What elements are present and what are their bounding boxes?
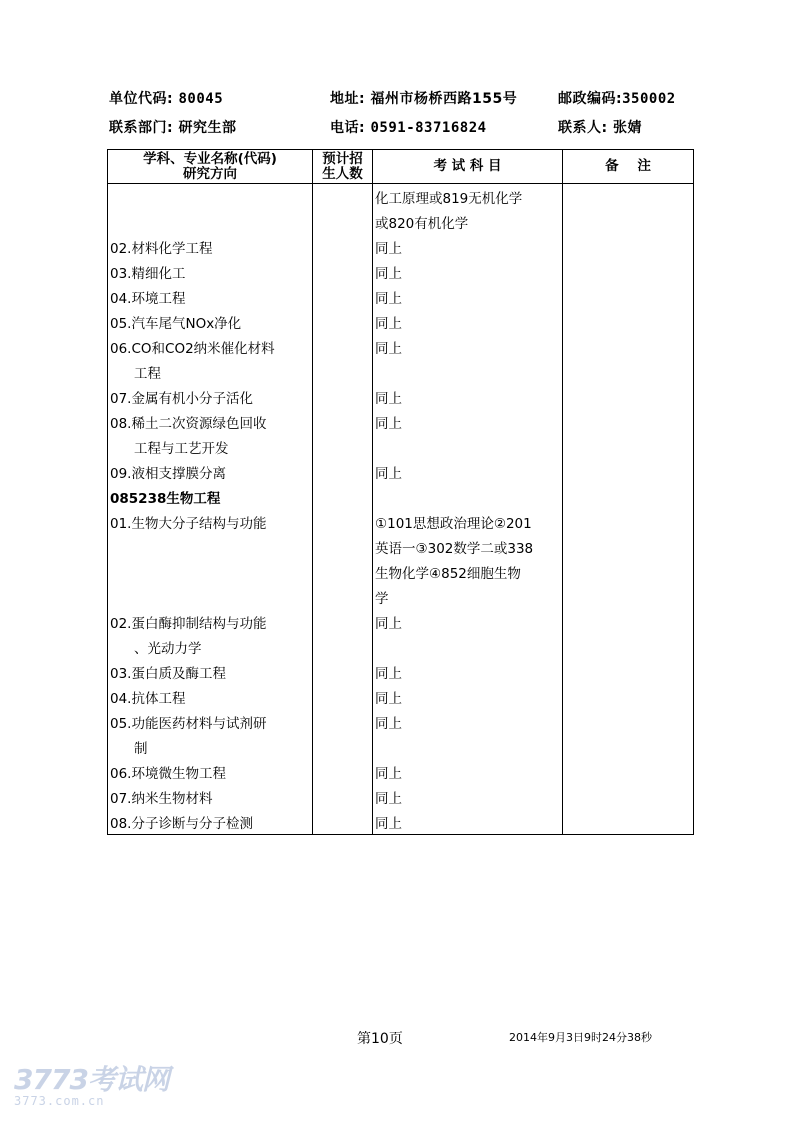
contact-value: 张婧 [612,120,642,136]
print-timestamp: 2014年9月3日9时24分38秒 [509,1031,652,1044]
table-row [108,659,694,684]
quota-cell [313,509,373,534]
table-row [108,734,694,759]
exam-cell: 同上 [373,759,563,784]
address [330,88,517,108]
quota-cell [313,634,373,659]
direction-cell: 03.蛋白质及酶工程 [108,659,313,684]
note-cell [563,709,694,734]
note-cell [563,234,694,259]
note-cell [563,634,694,659]
direction-cell [108,534,313,559]
exam-cell: 同上 [373,234,563,259]
note-cell [563,484,694,509]
unit-code [109,88,223,108]
note-cell [563,509,694,534]
note-cell [563,609,694,634]
unit-code-label: 单位代码: [109,91,174,107]
exam-cell: 同上 [373,684,563,709]
note-cell [563,434,694,459]
table-row [108,484,694,509]
exam-cell [373,734,563,759]
quota-cell [313,184,373,210]
table-row [108,359,694,384]
direction-cell [108,184,313,210]
direction-cell: 、光动力学 [108,634,313,659]
header-exam: 考 试 科 目 [373,150,563,184]
note-cell [563,259,694,284]
phone-value: 0591-83716824 [370,120,487,136]
table-row [108,309,694,334]
table-row [108,709,694,734]
direction-cell [108,559,313,584]
direction-cell: 04.抗体工程 [108,684,313,709]
dept-label: 联系部门: [109,120,174,136]
exam-cell [373,359,563,384]
direction-cell: 制 [108,734,313,759]
header-quota-line2: 生人数 [322,165,363,182]
quota-cell [313,334,373,359]
exam-cell: 同上 [373,809,563,835]
exam-cell [373,634,563,659]
exam-cell: ①101思想政治理论②201 [373,509,563,534]
quota-cell [313,409,373,434]
contact-label: 联系人: [558,120,608,136]
direction-cell: 06.环境微生物工程 [108,759,313,784]
direction-cell: 01.生物大分子结构与功能 [108,509,313,534]
postcode-label: 邮政编码: [558,91,623,107]
note-cell [563,584,694,609]
table-row [108,684,694,709]
direction-cell: 06.CO和CO2纳米催化材料 [108,334,313,359]
postcode [558,88,676,108]
exam-cell: 同上 [373,259,563,284]
note-cell [563,809,694,835]
exam-cell: 同上 [373,284,563,309]
note-cell [563,684,694,709]
note-cell [563,384,694,409]
table-header-row [108,150,694,184]
page-number: 第10页 [357,1031,403,1047]
note-cell [563,559,694,584]
admission-table [107,149,694,835]
exam-cell: 同上 [373,609,563,634]
exam-cell: 或820有机化学 [373,209,563,234]
exam-cell: 同上 [373,384,563,409]
direction-cell: 09.液相支撑膜分离 [108,459,313,484]
exam-cell: 同上 [373,784,563,809]
direction-cell: 05.汽车尾气NOx净化 [108,309,313,334]
quota-cell [313,534,373,559]
dept-value: 研究生部 [178,120,237,136]
quota-cell [313,609,373,634]
exam-cell: 同上 [373,309,563,334]
quota-cell [313,259,373,284]
table-row [108,559,694,584]
table-row [108,234,694,259]
direction-cell: 工程与工艺开发 [108,434,313,459]
note-cell [563,534,694,559]
exam-cell: 生物化学④852细胞生物 [373,559,563,584]
exam-cell: 同上 [373,334,563,359]
table-row [108,809,694,835]
quota-cell [313,784,373,809]
exam-cell: 学 [373,584,563,609]
quota-cell [313,559,373,584]
note-cell [563,359,694,384]
quota-cell [313,484,373,509]
direction-cell: 08.分子诊断与分子检测 [108,809,313,835]
note-cell [563,784,694,809]
direction-cell [108,209,313,234]
table-row [108,184,694,210]
direction-cell: 工程 [108,359,313,384]
table-row [108,609,694,634]
table-row [108,634,694,659]
table-row [108,384,694,409]
direction-cell: 07.金属有机小分子活化 [108,384,313,409]
table-row [108,509,694,534]
note-cell [563,209,694,234]
direction-cell [108,584,313,609]
table-row [108,209,694,234]
contact [558,117,642,137]
header-major [108,150,313,184]
direction-cell: 07.纳米生物材料 [108,784,313,809]
table-row [108,284,694,309]
exam-cell: 同上 [373,709,563,734]
table-row [108,759,694,784]
quota-cell [313,809,373,835]
quota-cell [313,309,373,334]
quota-cell [313,709,373,734]
address-value: 福州市杨桥西路155号 [370,91,518,107]
postcode-value: 350002 [622,91,676,107]
header-quota-line1: 预计招 [322,150,363,167]
address-label: 地址: [330,91,366,107]
note-cell [563,334,694,359]
table-row [108,534,694,559]
direction-cell: 03.精细化工 [108,259,313,284]
quota-cell [313,584,373,609]
note-cell [563,734,694,759]
table-row [108,584,694,609]
exam-cell: 同上 [373,409,563,434]
table-row [108,459,694,484]
header-quota [313,150,373,184]
exam-cell: 英语一③302数学二或338 [373,534,563,559]
quota-cell [313,684,373,709]
exam-cell: 化工原理或819无机化学 [373,184,563,210]
quota-cell [313,209,373,234]
exam-cell: 同上 [373,659,563,684]
quota-cell [313,434,373,459]
note-cell [563,284,694,309]
direction-cell: 05.功能医药材料与试剂研 [108,709,313,734]
quota-cell [313,759,373,784]
table-row [108,259,694,284]
watermark-url: 3773.com.cn [14,1094,105,1108]
watermark-brand: 3773考试网 [14,1063,169,1096]
note-cell [563,659,694,684]
note-cell [563,459,694,484]
table-row [108,334,694,359]
direction-cell: 02.材料化学工程 [108,234,313,259]
table-row [108,784,694,809]
watermark-logo [14,1058,169,1108]
quota-cell [313,384,373,409]
note-cell [563,184,694,210]
table-row [108,409,694,434]
direction-cell: 04.环境工程 [108,284,313,309]
quota-cell [313,359,373,384]
unit-code-value: 80045 [178,91,224,107]
exam-cell: 同上 [373,459,563,484]
quota-cell [313,459,373,484]
phone [330,117,487,137]
dept [109,117,236,137]
quota-cell [313,234,373,259]
note-cell [563,759,694,784]
exam-cell [373,434,563,459]
header-major-line2: 研究方向 [183,165,237,182]
note-cell [563,409,694,434]
quota-cell [313,734,373,759]
exam-cell [373,484,563,509]
direction-cell: 085238生物工程 [108,484,313,509]
header-major-line1: 学科、专业名称(代码) [143,150,277,167]
header-note: 备 注 [563,150,694,184]
phone-label: 电话: [330,120,366,136]
note-cell [563,309,694,334]
quota-cell [313,284,373,309]
table-row [108,434,694,459]
direction-cell: 08.稀土二次资源绿色回收 [108,409,313,434]
direction-cell: 02.蛋白酶抑制结构与功能 [108,609,313,634]
quota-cell [313,659,373,684]
